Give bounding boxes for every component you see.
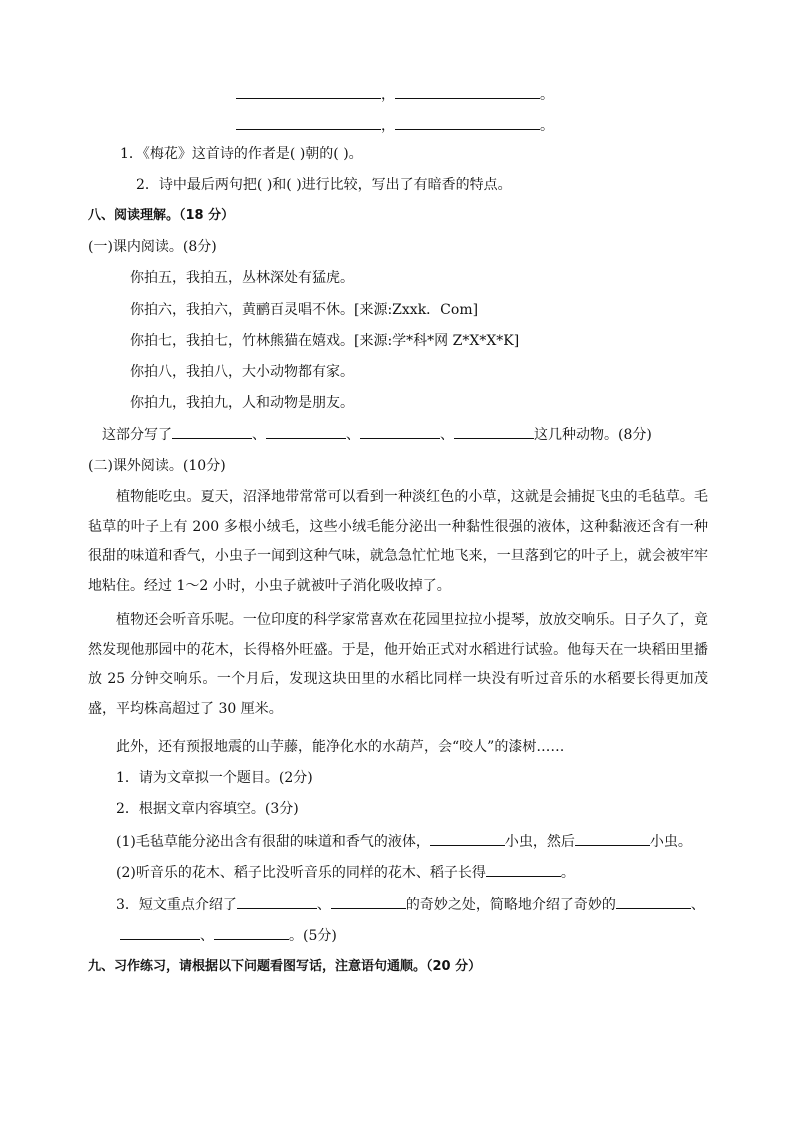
part1-fill-question: 这部分写了 、 、 、 这几种动物。(8分)	[102, 424, 652, 445]
answer-blank[interactable]	[616, 894, 691, 909]
section9-heading: 九、习作练习，请根据以下问题看图写话，注意语句通顺。（20 分）	[88, 959, 482, 974]
poem-line-1: ， 。	[236, 84, 554, 105]
answer-blank[interactable]	[360, 424, 440, 439]
answer-blank[interactable]	[237, 894, 317, 909]
part1-title: (一)课内阅读。(8分)	[88, 239, 217, 255]
poem-blank[interactable]	[236, 115, 381, 130]
answer-blank[interactable]	[331, 894, 406, 909]
verse-line: 你拍九，我拍九，人和动物是朋友。	[130, 395, 354, 411]
answer-blank[interactable]	[266, 424, 346, 439]
poem-blank[interactable]	[395, 115, 540, 130]
answer-blank[interactable]	[486, 862, 561, 877]
poem-blank[interactable]	[395, 84, 540, 99]
verse-line: 你拍六，我拍六，黄鹂百灵唱不休。[来源:Zxxk．Com]	[130, 302, 479, 318]
part2-question-2-2: (2)听音乐的花木、稻子比没听音乐的同样的花木、稻子长得 。	[116, 862, 575, 883]
section8-heading: 八、阅读理解。（18 分）	[88, 208, 235, 223]
reading-paragraph-3: 此外，还有预报地震的山芋藤，能净化水的水葫芦，会“咬人”的漆树……	[116, 739, 565, 755]
verse-line: 你拍七，我拍七，竹林熊猫在嬉戏。[来源:学*科*网 Z*X*X*K]	[130, 333, 520, 349]
part2-question-2: 2．根据文章内容填空。(3分)	[116, 801, 299, 817]
part2-title: (二)课外阅读。(10分)	[88, 458, 226, 474]
verse-line: 你拍八，我拍八，大小动物都有家。	[130, 364, 354, 380]
poem-question-2: 2．诗中最后两句把( )和( )进行比较，写出了有暗香的特点。	[136, 177, 512, 193]
part2-question-3-cont: 、 。(5分)	[120, 925, 337, 946]
answer-blank[interactable]	[575, 831, 650, 846]
answer-blank[interactable]	[120, 925, 200, 940]
poem-line-2: ， 。	[236, 115, 554, 136]
answer-blank[interactable]	[172, 424, 252, 439]
poem-blank[interactable]	[236, 84, 381, 99]
reading-paragraph-1: 植物能吃虫。夏天，沼泽地带常常可以看到一种淡红色的小草，这就是会捕捉飞虫的毛毡草。毛毡草的叶子上有 200 多根小绒毛，这些小绒毛能分泌出一种黏性很强的液体，这种黏液还含有一种很甜的味道和香气，小虫子一闻到这种气味，就急急忙忙地飞来，一旦落到它的叶子上，就会被牢牢地粘住。经过 1～2 小时，小虫子就被叶子消化吸收掉了。	[88, 489, 708, 594]
answer-blank[interactable]	[430, 831, 505, 846]
part2-question-2-1: (1)毛毡草能分泌出含有很甜的味道和香气的液体， 小虫，然后 小虫。	[116, 831, 692, 852]
answer-blank[interactable]	[454, 424, 534, 439]
poem-question-1: 1．《梅花》这首诗的作者是( )朝的( )。	[120, 146, 363, 162]
part2-question-1: 1．请为文章拟一个题目。(2分)	[116, 770, 313, 786]
part2-question-3: 3．短文重点介绍了 、 的奇妙之处，简略地介绍了奇妙的 、	[116, 894, 705, 915]
answer-blank[interactable]	[214, 925, 289, 940]
verse-line: 你拍五，我拍五，丛林深处有猛虎。	[130, 270, 354, 286]
reading-paragraph-2: 植物还会听音乐呢。一位印度的科学家常喜欢在花园里拉拉小提琴，放放交响乐。日子久了，竟然发现他那园中的花木，长得格外旺盛。于是，他开始正式对水稻进行试验。他每天在一块稻田里播放 25 分钟交响乐。一个月后，发现这块田里的水稻比同样一块没有听过音乐的水稻要长得更加茂盛，平均株高超过了 30 厘米。	[88, 612, 708, 717]
